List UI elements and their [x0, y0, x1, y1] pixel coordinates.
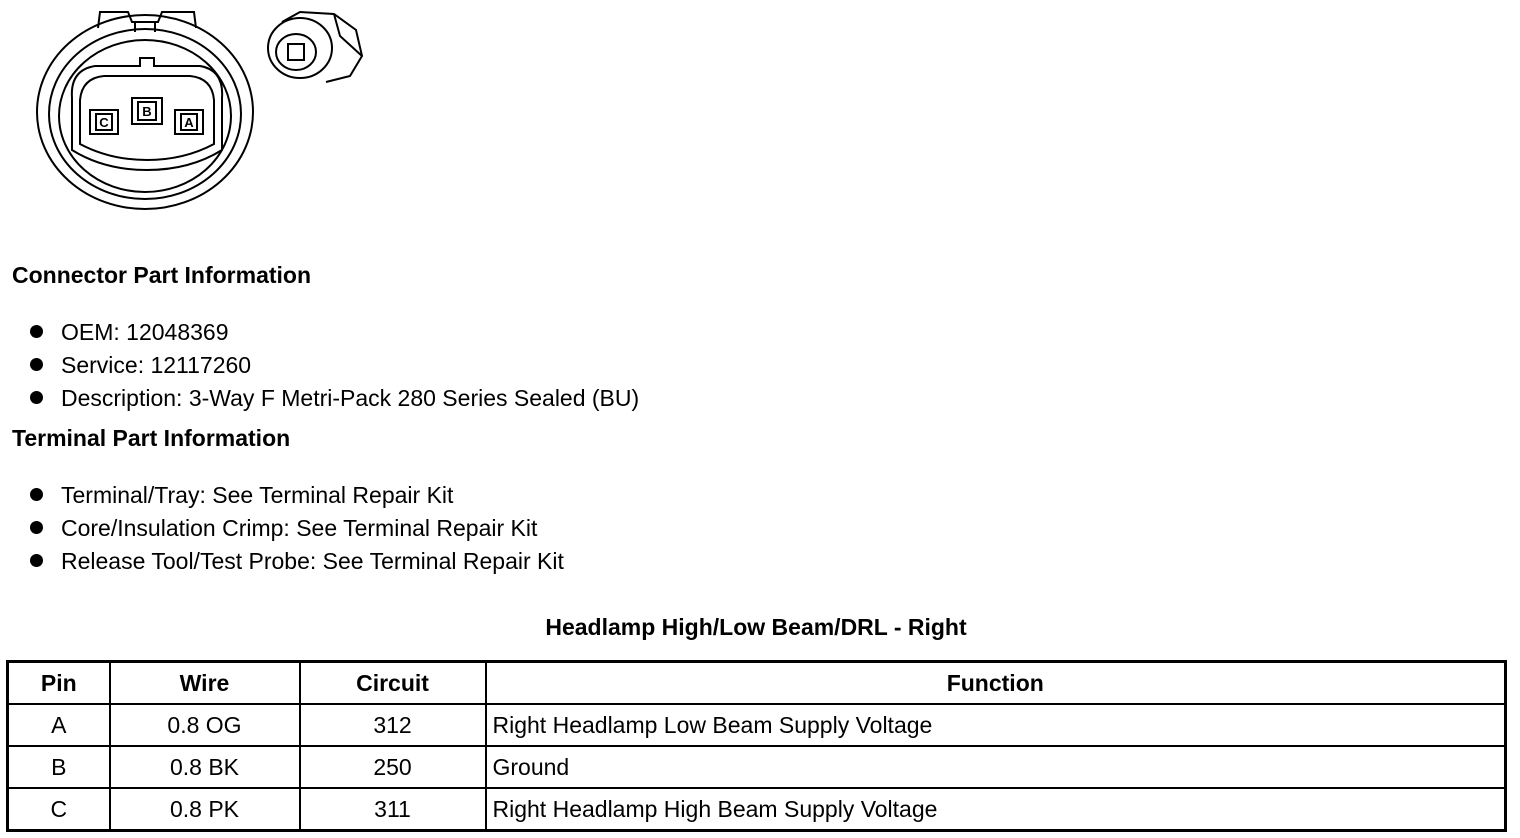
cell-function: Right Headlamp Low Beam Supply Voltage	[486, 704, 1506, 746]
cavity-label-c: C	[99, 115, 109, 130]
cell-circuit: 250	[300, 746, 486, 788]
list-item: Description: 3-Way F Metri-Pack 280 Series Sealed (BU)	[30, 382, 639, 415]
cell-circuit: 312	[300, 704, 486, 746]
bullet-icon	[30, 521, 43, 534]
bullet-icon	[30, 358, 43, 371]
cell-pin: A	[8, 704, 110, 746]
table-row	[8, 788, 1506, 831]
list-item: Release Tool/Test Probe: See Terminal Repair Kit	[30, 545, 564, 578]
bullet-icon	[30, 554, 43, 567]
terminal-info-list	[30, 479, 564, 578]
column-header-circuit: Circuit	[300, 662, 486, 705]
cell-pin: B	[8, 746, 110, 788]
cavity-label-b: B	[142, 104, 152, 119]
connector-diagram	[0, 0, 380, 215]
cell-wire: 0.8 OG	[110, 704, 300, 746]
cell-function: Right Headlamp High Beam Supply Voltage	[486, 788, 1506, 831]
connector-side-view	[268, 12, 362, 82]
table-caption: Headlamp High/Low Beam/DRL - Right	[545, 614, 967, 640]
cell-wire: 0.8 PK	[110, 788, 300, 831]
table-header-row	[8, 662, 1506, 705]
column-header-function: Function	[486, 662, 1506, 705]
column-header-pin: Pin	[8, 662, 110, 705]
connector-info-heading: Connector Part Information	[12, 262, 312, 288]
bullet-icon	[30, 325, 43, 338]
column-header-wire: Wire	[110, 662, 300, 705]
list-item: Core/Insulation Crimp: See Terminal Repair Kit	[30, 512, 564, 545]
list-item: Service: 12117260	[30, 349, 639, 382]
list-item: OEM: 12048369	[30, 316, 639, 349]
cell-pin: C	[8, 788, 110, 831]
cavity-label-a: A	[184, 115, 194, 130]
bullet-icon	[30, 488, 43, 501]
cell-wire: 0.8 BK	[110, 746, 300, 788]
table-row	[8, 704, 1506, 746]
connector-info-list	[30, 316, 639, 415]
list-item: Terminal/Tray: See Terminal Repair Kit	[30, 479, 564, 512]
pinout-table	[6, 660, 1507, 832]
table-row	[8, 746, 1506, 788]
bullet-icon	[30, 391, 43, 404]
cell-circuit: 311	[300, 788, 486, 831]
terminal-info-heading: Terminal Part Information	[12, 425, 291, 451]
cell-function: Ground	[486, 746, 1506, 788]
